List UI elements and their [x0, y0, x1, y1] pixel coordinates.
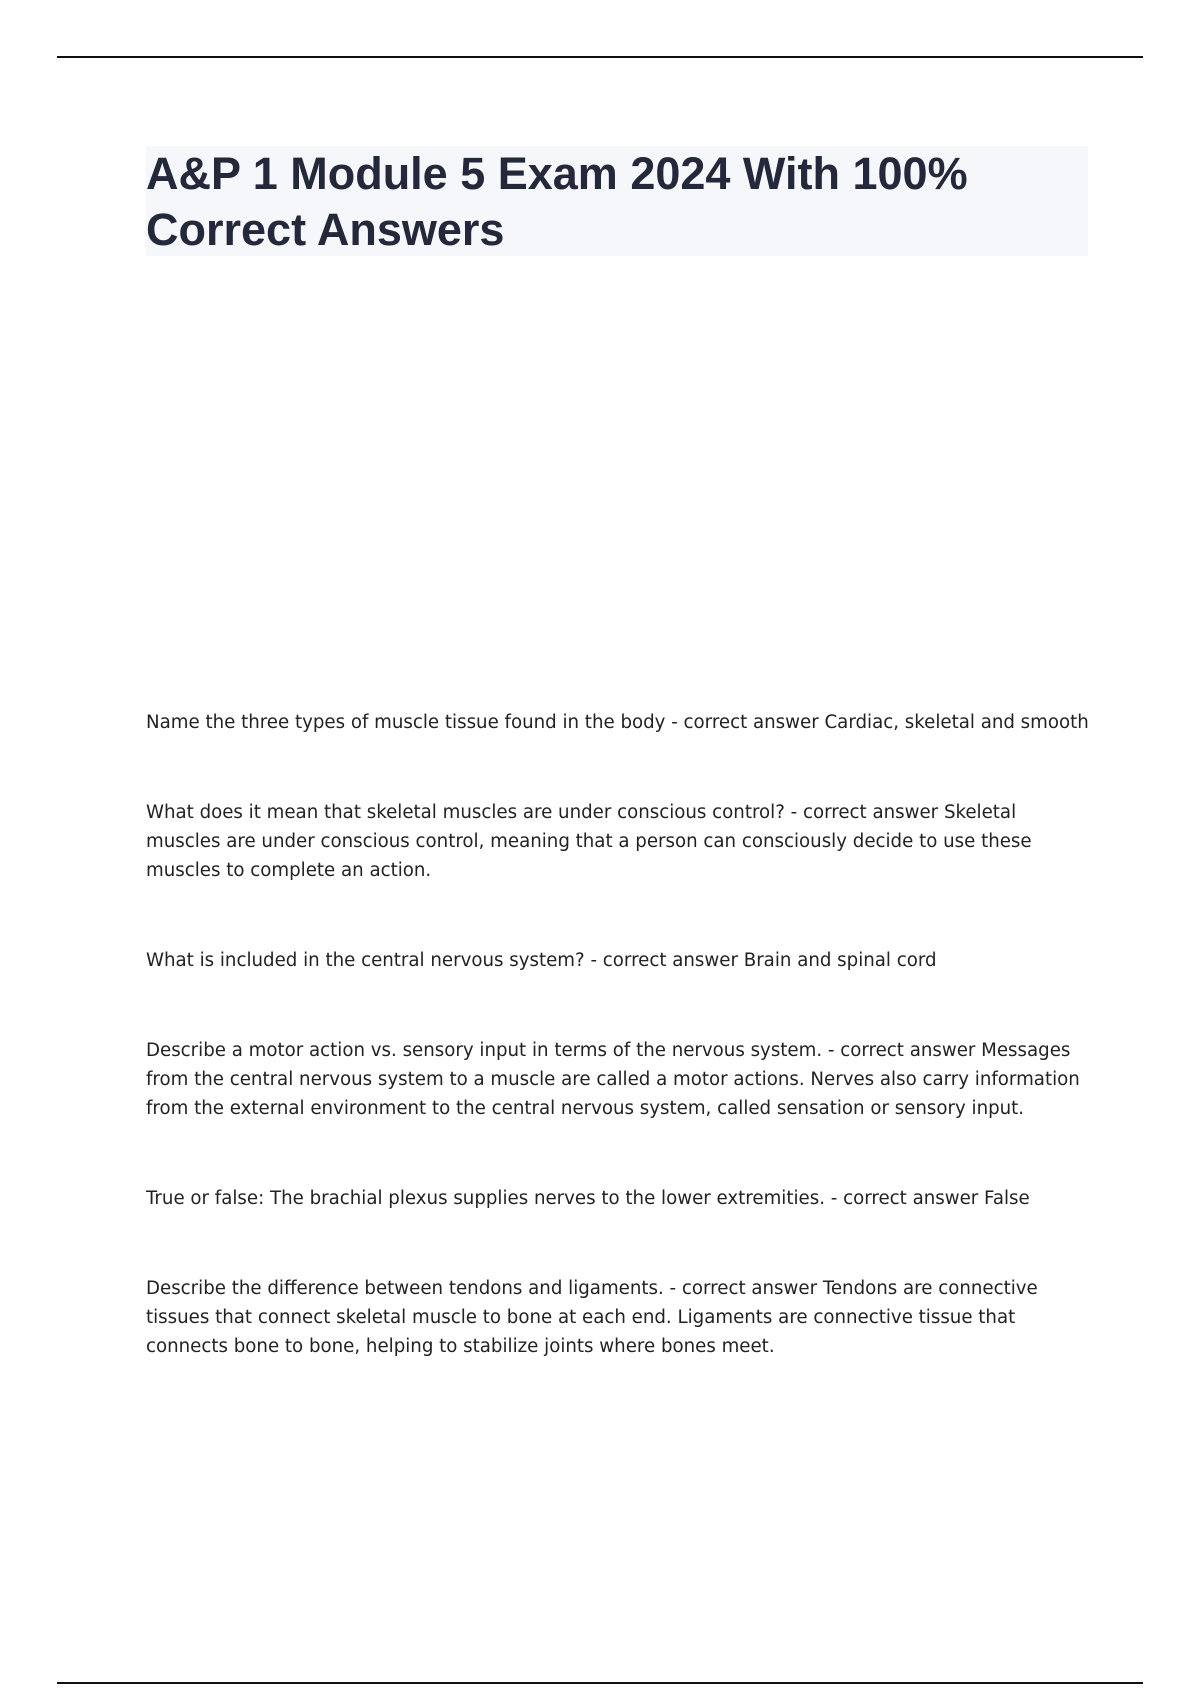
qa-item: Describe the difference between tendons and ligaments. - correct answer Tendons are connective tissues that connect skeletal muscle to bone at each end. Ligaments are connective tissue that connects bone to bone, helping to stabilize joints where bones meet. — [146, 1278, 1038, 1357]
qa-item: What does it mean that skeletal muscles are under conscious control? - correct answer Skeletal muscles are under conscious control, meaning that a person can consciously decide to use these muscles to complete an action. — [146, 802, 1032, 881]
bottom-rule — [57, 1682, 1143, 1684]
title-block — [146, 146, 1088, 256]
document-title: A&P 1 Module 5 Exam 2024 With 100% Correct Answers — [146, 148, 968, 255]
qa-item: Name the three types of muscle tissue found in the body - correct answer Cardiac, skeletal and smooth — [146, 712, 1089, 733]
question-answer-list — [146, 708, 1096, 1361]
qa-item: Describe a motor action vs. sensory input in terms of the nervous system. - correct answer Messages from the central nervous system to a muscle are called a motor actions. Nerves also carry information from the external environment to the central nervous system, called sensation or sensory input. — [146, 1040, 1080, 1119]
top-rule — [57, 56, 1143, 58]
qa-item: What is included in the central nervous system? - correct answer Brain and spinal cord — [146, 950, 937, 971]
qa-item: True or false: The brachial plexus supplies nerves to the lower extremities. - correct answer False — [146, 1188, 1030, 1209]
